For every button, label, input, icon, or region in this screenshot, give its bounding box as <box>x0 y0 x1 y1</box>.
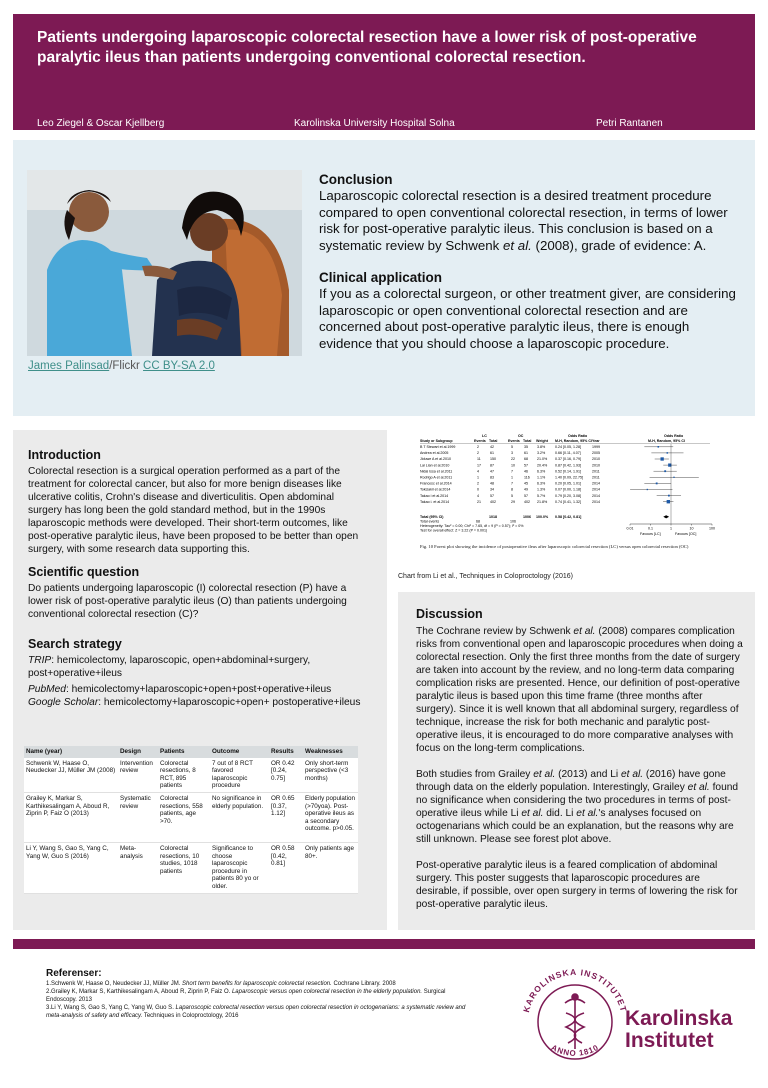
scholar-text: : hemicolectomy+laparoscopic+open+ postoperative+ileus <box>98 697 361 708</box>
karolinska-logo <box>520 967 752 1077</box>
forest-study-t1: 42 <box>490 445 494 449</box>
forest-study-e2: 1 <box>511 475 513 480</box>
discussion-p3: Post-operative paralytic ileus is a feared complication of abdominal surgery. This poster suggests that laparoscopic procedures are desirable, if possible, over open surgery in terms of lowering the risk for post-operative paralytic ileus. <box>416 860 738 910</box>
clinical-text: If you as a colorectal surgeon, or other treatment giver, are considering laparoscopic or open conventional colorectal resection and are concerned about post-operative paralytic ileus, there is enough evidence that you should choose a laparoscopic procedure. <box>319 286 736 351</box>
forest-study-t2: 402 <box>524 499 530 504</box>
forest-study-e2: 29 <box>511 499 515 504</box>
forest-sub-study: Study or Subgroup <box>420 439 453 443</box>
forest-study-year: 2014 <box>592 481 600 486</box>
forest-point <box>658 446 660 448</box>
pubmed-label: PubMed <box>28 684 66 695</box>
forest-sub-total1: Total <box>489 439 498 443</box>
forest-study-e1: 2 <box>477 481 479 486</box>
forest-study-t2: 45 <box>524 481 528 486</box>
p2-em1: et al. <box>533 769 556 780</box>
forest-study-t2: 35 <box>524 445 528 449</box>
forest-study-t2: 116 <box>524 475 530 480</box>
forest-study-weight: 5.7% <box>537 493 546 498</box>
forest-credit: Chart from Li et al., Techniques in Coloproctology (2016) <box>398 573 573 580</box>
forest-col-or2: Odds Ratio <box>664 434 684 438</box>
forest-point <box>673 477 674 478</box>
table-row <box>24 792 358 842</box>
review-table-header <box>24 746 358 758</box>
forest-point <box>647 489 648 490</box>
seal-ring-year: ANNO 1810 <box>549 1042 601 1058</box>
p1-em: et al. <box>573 626 596 637</box>
forest-point <box>667 452 669 454</box>
reference-2 <box>46 988 476 1004</box>
photo-illustration <box>27 170 302 356</box>
forest-study-t1: 47 <box>490 469 494 474</box>
table-cell: OR 0.42 [0.24, 0.75] <box>269 758 303 793</box>
references-heading: Referenser: <box>46 968 102 979</box>
conclusion-text-a: Laparoscopic colorectal resection is a desired treatment procedure compared to open conventional colorectal resection, in terms of lower risk for post-operative paralytic ileus. This conclusion is based on a systematic review by Schwenk <box>319 188 728 253</box>
forest-tick-label: 1 <box>670 526 672 531</box>
r3-em: Laparoscopic colorectal resection versus open colorectal resection in octogenarians: a systematic review and meta-analysis of safety and efficacy. <box>46 1005 466 1019</box>
p2-d: found no significance when considering the two procedures in terms of post-operative ileus while Li <box>416 782 739 819</box>
photo-license-link[interactable]: CC BY-SA 2.0 <box>143 360 215 372</box>
conclusion-section <box>319 172 739 352</box>
forest-point <box>668 495 670 497</box>
forest-sub-mh2: M-H, Random, 95% CI <box>648 439 685 443</box>
forest-study-e2: 5 <box>511 493 513 498</box>
conclusion-text <box>319 188 739 254</box>
p2-em4: et al. <box>521 808 544 819</box>
forest-study-e1: 2 <box>477 451 479 456</box>
forest-ticks <box>627 524 716 531</box>
forest-study-name: Andrea et al.2005 <box>420 451 449 456</box>
forest-fig-caption-box <box>420 544 740 566</box>
question-section <box>28 566 364 621</box>
forest-study-weight: 20.4% <box>537 463 548 468</box>
photo-credit-sep: /Flickr <box>109 360 144 372</box>
forest-study-t2: 57 <box>524 493 528 498</box>
conclusion-text-em: et al. <box>503 237 532 253</box>
trip-text: : hemicolectomy, laparoscopic, open+abdominal+surgery, post+operative+ileus <box>28 655 311 679</box>
forest-study-ci: 0.87 [0.42, 1.93] <box>555 463 581 468</box>
forest-study-t1: 57 <box>490 493 494 498</box>
forest-study-e1: 4 <box>477 469 479 474</box>
discussion-heading: Discussion <box>416 607 483 621</box>
forest-total-ci: 0.58 [0.42, 0.81] <box>555 515 582 519</box>
conclusion-text-b: (2008), grade of evidence: A. <box>531 237 707 253</box>
table-row <box>24 842 358 893</box>
forest-sub-mh1: M-H, Random, 95% CI <box>555 439 592 443</box>
forest-study-ci: 1.40 [0.09, 22.75] <box>555 475 583 480</box>
r3-a: 3.Li Y, Wang S, Gao S, Yang C, Yang W, Guo S. <box>46 1005 176 1011</box>
clinical-heading: Clinical application <box>319 270 443 286</box>
p2-c: (2016) have gone through data on the elderly population. Interestingly, Grailey <box>416 769 726 793</box>
forest-study-ci: 0.74 [0.41, 1.32] <box>555 499 581 504</box>
forest-col-or1: Odds Ratio <box>568 434 588 438</box>
r1-b: Cochrane Library. 2008 <box>331 981 396 987</box>
discussion-p1 <box>416 625 744 755</box>
forest-study-e2: 3 <box>511 451 513 456</box>
reference-1 <box>46 980 476 988</box>
forest-study-t1: 48 <box>490 481 494 486</box>
introduction-text: Colorectal resection is a surgical operation performed as a part of the treatment for colorectal cancer, but also for more benign diseases like ulcerative colitis, Crohn's disease and diverticulitis. Open abdominal surgery has long been the gold standard method, but in the 1990s laparoscopic methods were developed. Their short-term outcomes, like post-operative paralytic ileus, have been proposed to be better than open surgery, with some research data supporting this. <box>28 466 359 555</box>
forest-study-weight: 6.3% <box>537 469 546 474</box>
forest-study-ci: 0.66 [0.11, 4.07] <box>555 451 581 456</box>
forest-study-name: Takao i et al.2014 <box>420 493 449 498</box>
review-table <box>24 746 358 894</box>
forest-study-ci: 0.79 [0.20, 3.08] <box>555 493 581 498</box>
r2-b: Surgical Endoscopy. 2013 <box>46 989 446 1003</box>
forest-study-e1: 4 <box>477 493 479 498</box>
forest-study-e2: 10 <box>511 463 515 468</box>
p1-b: (2008) compares complication risks from conventional open and laparoscopic procedures when doing a colorectal resection. Only the first three months from the date of surgery are taken into account by the review, and no long-term data comparing complication risks are presented. Hence, our definition of post-operative paralytic ileus is based upon this time frame (three months after surgery). Since it is well known that all abdominal surgery, regardless of technique, increase the risk for both mechanic and paralytic post-operative ileus, it is encouraged to do more comparative analyses with focus on the long-term complications. <box>416 626 743 754</box>
forest-study-year: 2011 <box>592 469 600 474</box>
forest-events-e2: 106 <box>510 519 516 524</box>
forest-study-e2: 22 <box>511 457 515 462</box>
forest-sub-total2: Total <box>523 439 532 443</box>
pubmed-text: : hemicolectomy+laparoscopic+open+post+operative+ileus <box>65 684 332 695</box>
forest-tick-label: 100 <box>709 526 715 531</box>
forest-study-e1: 1 <box>477 475 479 480</box>
table-cell: Colorectal resections, 558 patients, age >70. <box>158 792 210 842</box>
p2-e: did. Li <box>543 808 577 819</box>
poster-header <box>13 14 755 130</box>
scholar-label: Google Scholar <box>28 697 99 708</box>
forest-study-name: Takao i. et al.2014 <box>420 499 450 504</box>
forest-study-ci: 0.07 [0.00, 1.18] <box>555 487 581 492</box>
forest-study-e1: 2 <box>477 445 479 449</box>
forest-total-diamond <box>663 515 669 518</box>
supervisor: Petri Rantanen <box>596 118 663 129</box>
r2-em: Laparoscopic versus open colorectal resection in the elderly population. <box>231 989 423 995</box>
search-heading: Search strategy <box>28 637 122 651</box>
forest-study-t1: 87 <box>490 463 494 468</box>
question-text: Do patients undergoing laparoscopic (I) colorectal resection (P) have a lower risk of post-operative paralytic ileus (O) than patients undergoing conventional colorectal resection (C)? <box>28 583 347 620</box>
forest-plot <box>420 432 740 568</box>
forest-study-ci: 0.24 [0.05, 1.28] <box>555 445 581 449</box>
forest-study-t1: 150 <box>490 457 496 462</box>
photo-author-link[interactable]: James Palinsad <box>28 360 110 372</box>
forest-study-weight: 1.1% <box>537 475 546 480</box>
forest-col-oc: OC <box>518 434 524 438</box>
search-trip <box>28 654 364 680</box>
introduction-section <box>28 449 364 556</box>
forest-study-weight: 3.8% <box>537 445 546 449</box>
conclusion-heading: Conclusion <box>319 172 393 187</box>
forest-fig-caption: Fig. 10 Forest plot showing the incidence of postoperative ileus after laparoscopic colorectal resection (LC) versus open colorectal resection (OC) <box>420 544 689 549</box>
forest-study-year: 2014 <box>592 499 600 504</box>
forest-point <box>660 457 663 460</box>
table-cell: Intervention review <box>118 758 158 793</box>
forest-study-name: Lai Lian et al.2010 <box>420 463 450 468</box>
table-cell: Only patients age 80+. <box>303 842 358 893</box>
review-col-design: Design <box>118 746 158 758</box>
p2-em3: et al. <box>687 782 710 793</box>
logo-word-2: Institutet <box>625 1029 714 1052</box>
table-cell: Only short-term perspective (<3 months) <box>303 758 358 793</box>
forest-study-t1: 34 <box>490 487 494 492</box>
forest-total-label: Total (95% CI) <box>420 515 444 519</box>
reference-3 <box>46 1004 476 1020</box>
discussion-p2 <box>416 768 744 846</box>
forest-study-t1: 61 <box>490 451 494 456</box>
forest-study-year: 2014 <box>592 493 600 498</box>
forest-point <box>664 470 666 472</box>
trip-label: TRIP <box>28 655 52 666</box>
review-col-results: Results <box>269 746 303 758</box>
r2-a: 2.Grailey K, Markar S, Karthikesalingam A, Aboud R, Ziprin P, Faiz O. <box>46 989 232 995</box>
introduction-heading: Introduction <box>28 448 101 462</box>
forest-study-e2: 8 <box>511 487 513 492</box>
forest-study-name: Francesc et al.2014 <box>420 481 452 486</box>
forest-study-e1: 17 <box>477 463 481 468</box>
table-cell: OR 0.65 [0.37, 1.12] <box>269 792 303 842</box>
table-row <box>24 758 358 793</box>
forest-point <box>656 482 658 484</box>
references-section <box>46 970 476 1020</box>
table-cell: Li Y, Wang S, Gao S, Yang C, Yang W, Guo S (2016) <box>24 842 118 893</box>
forest-study-e1: 21 <box>477 499 481 504</box>
search-section <box>28 638 364 709</box>
forest-tick-label: 0.01 <box>626 526 634 531</box>
forest-study-e2: 7 <box>511 469 513 474</box>
forest-study-name: Tokizakil et al.2014 <box>420 487 451 492</box>
photo-credit <box>28 360 215 372</box>
forest-study-e2: 5 <box>511 445 513 449</box>
forest-study-e1: 11 <box>477 457 481 462</box>
forest-events-e1: 68 <box>476 519 480 524</box>
question-heading: Scientific question <box>28 565 140 579</box>
table-cell: 7 out of 8 RCT favored laparoscopic procedure <box>210 758 269 793</box>
forest-study-e1: 0 <box>477 487 479 492</box>
r1-em: Short term benefits for laparoscopic colorectal resection. <box>182 981 332 987</box>
p2-f: 's analyses focused on octogenarians which could be an explanation, but the reasons why are still unknown. Please see forest plot above. <box>416 808 734 845</box>
forest-sub-events2: Events <box>508 439 520 443</box>
p2-a: Both studies from Grailey <box>416 769 534 780</box>
forest-study-t2: 61 <box>524 451 528 456</box>
forest-study-weight: 21.0% <box>537 457 548 462</box>
table-cell: No significance in elderly population. <box>210 792 269 842</box>
seal-ring-text: KAROLINSKA INSTITUTET <box>521 967 629 1014</box>
forest-total-t1: 1018 <box>489 515 497 519</box>
forest-study-name: Rodrigo A et al.2011 <box>420 475 453 480</box>
forest-overall-test: Test for overall effect: Z = 3.22 (P = 0.001) <box>420 528 488 533</box>
table-cell: Schwenk W, Haase O, Neudecker JJ, Müller JM (2008) <box>24 758 118 793</box>
forest-study-e2: 7 <box>511 481 513 486</box>
table-cell: Colorectal resections, 10 studies, 1018 patients <box>158 842 210 893</box>
institution: Karolinska University Hospital Solna <box>294 118 455 129</box>
review-col-weaknesses: Weaknesses <box>303 746 358 758</box>
forest-study-year: 2005 <box>592 451 600 456</box>
review-col-name: Name (year) <box>24 746 118 758</box>
forest-study-t2: 57 <box>524 463 528 468</box>
forest-study-t1: 83 <box>490 475 494 480</box>
table-cell: Meta-analysis <box>118 842 158 893</box>
seal-emblem-icon <box>565 994 585 1049</box>
table-cell: Significance to choose laparoscopic procedure in patients 80 yo or older. <box>210 842 269 893</box>
r1-a: 1.Schwenk W, Haase O, Neudecker JJ, Müller JM. <box>46 981 183 987</box>
forest-study-year: 2014 <box>592 487 600 492</box>
forest-favours-left: Favours [LC] <box>640 532 661 536</box>
table-cell: OR 0.58 [0.42, 0.81] <box>269 842 303 893</box>
p2-em2: et al. <box>621 769 644 780</box>
forest-total-t2: 1006 <box>523 515 531 519</box>
forest-total-w: 100.0% <box>536 515 549 519</box>
forest-study-t2: 68 <box>524 457 528 462</box>
forest-events-label: Total events <box>420 519 440 524</box>
forest-study-t2: 46 <box>524 469 528 474</box>
forest-study-weight: 21.8% <box>537 499 548 504</box>
forest-study-weight: 3.2% <box>537 451 546 456</box>
nurse-patient-photo <box>27 170 302 356</box>
forest-study-ci: 0.52 [0.14, 1.91] <box>555 469 581 474</box>
forest-point <box>667 500 670 503</box>
authors: Leo Ziegel & Oscar Kjellberg <box>37 118 165 129</box>
forest-study-name: B T Stewart et al.1999 <box>420 445 456 449</box>
discussion-section <box>416 608 744 911</box>
table-cell: Grailey K, Markar S, Karthikesalingam A, Aboud R, Ziprin P, Faiz O (2013) <box>24 792 118 842</box>
forest-study-name: Nidal Issa et al.2011 <box>420 469 453 474</box>
forest-col-lc: LC <box>482 434 487 438</box>
forest-study-t2: 49 <box>524 487 528 492</box>
forest-rows <box>420 445 699 518</box>
review-col-outcome: Outcome <box>210 746 269 758</box>
forest-favours-right: Favours [OC] <box>675 532 697 536</box>
logo-word-1: Karolinska <box>625 1007 733 1030</box>
forest-study-year: 2011 <box>592 475 600 480</box>
forest-study-year: 1999 <box>592 445 600 449</box>
forest-sub-year: Year <box>592 439 600 443</box>
forest-sub-weight: Weight <box>536 439 548 443</box>
forest-study-weight: 6.3% <box>537 481 546 486</box>
forest-sub-events1: Events <box>474 439 486 443</box>
p1-a: The Cochrane review by Schwenk <box>416 626 574 637</box>
table-cell: Systematic review <box>118 792 158 842</box>
forest-study-year: 2010 <box>592 463 600 468</box>
forest-heterogeneity: Heterogeneity: Tau² = 0.00; Chi² = 7.65, df = 9 (P = 0.57); I² = 0% <box>420 524 524 528</box>
search-scholar <box>28 696 364 709</box>
table-cell: Colorectal resections, 8 RCT, 895 patients <box>158 758 210 793</box>
forest-study-name: Jiduwe A et al.2010 <box>420 457 451 462</box>
footer-bar <box>13 939 755 949</box>
p2-em5: et al. <box>576 808 599 819</box>
forest-study-ci: 0.20 [0.05, 1.01] <box>555 481 581 486</box>
forest-study-weight: 1.3% <box>537 487 546 492</box>
r3-b: Techniques in Coloproctology, 2016 <box>142 1013 239 1019</box>
forest-study-t1: 402 <box>490 499 496 504</box>
forest-study-year: 2010 <box>592 457 600 462</box>
forest-tick-label: 10 <box>689 526 694 531</box>
poster-title: Patients undergoing laparoscopic colorectal resection have a lower risk of post-operative paralytic ileus than patients undergoing conventional colorectal resection. <box>37 29 697 66</box>
p2-b: (2013) and Li <box>555 769 621 780</box>
forest-tick-label: 0.1 <box>648 526 653 531</box>
review-col-patients: Patients <box>158 746 210 758</box>
table-cell: Elderly population (>70yoa). Post-operative ileus as a secondary outcome. p>0.05. <box>303 792 358 842</box>
search-pubmed <box>28 683 364 696</box>
forest-study-ci: 0.37 [0.16, 0.79] <box>555 457 581 462</box>
